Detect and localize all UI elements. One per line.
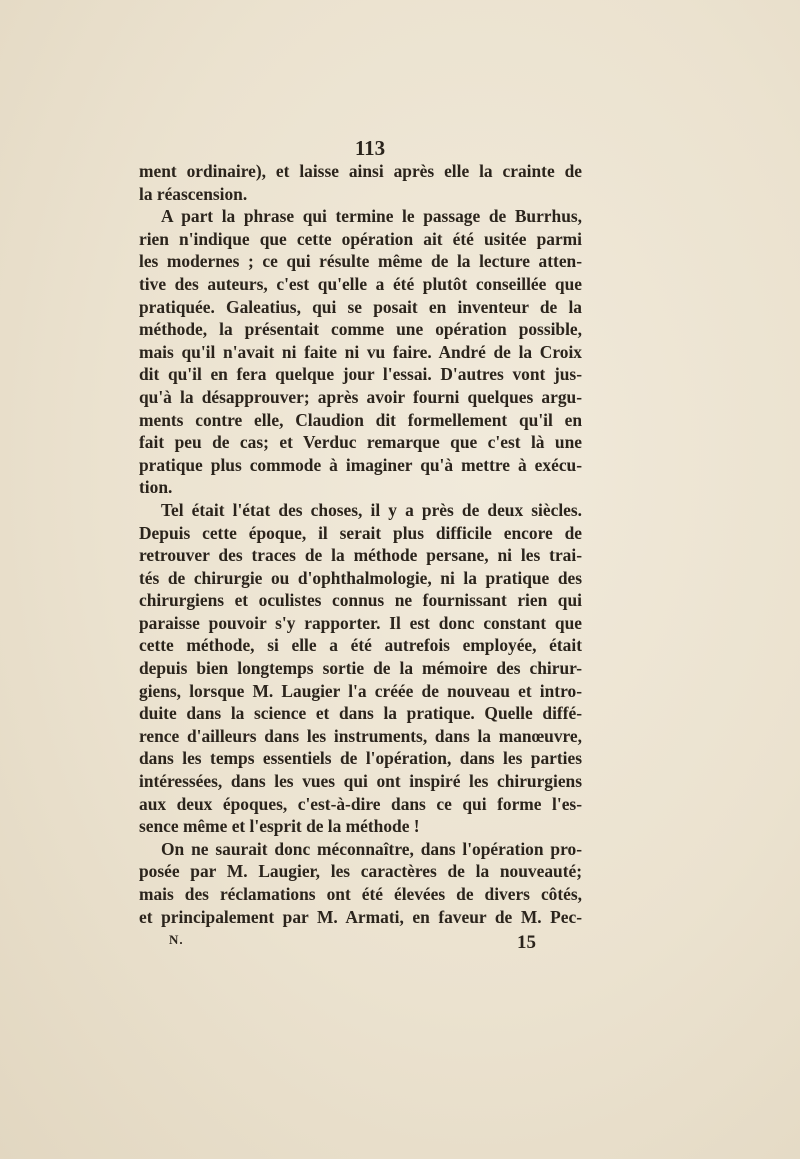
text-line: A part la phrase qui termine le passage de Burrhus, bbox=[161, 206, 582, 227]
sheet-number: 15 bbox=[517, 932, 536, 953]
text-line: qu'à la désapprouver; après avoir fourni quelques argu- bbox=[139, 386, 582, 407]
text-line: intéressées, dans les vues qui ont inspiré les chirurgiens bbox=[139, 771, 582, 792]
text-line: pratiquée. Galeatius, qui se posait en inventeur de la bbox=[139, 296, 582, 317]
body-text bbox=[139, 160, 582, 928]
text-line: pratique plus commode à imaginer qu'à mettre à exécu- bbox=[139, 454, 582, 475]
text-line: dans les temps essentiels de l'opération, dans les parties bbox=[139, 748, 582, 769]
page-number: 113 bbox=[354, 136, 386, 160]
text-line: aux deux époques, c'est-à-dire dans ce qui forme l'es- bbox=[139, 793, 582, 814]
text-line: rien n'indique que cette opération ait été usitée parmi bbox=[139, 228, 582, 249]
text-line: depuis bien longtemps sortie de la mémoire des chirur- bbox=[139, 658, 582, 679]
text-line: Tel était l'état des choses, il y a près de deux siècles. bbox=[161, 499, 582, 520]
text-line: chirurgiens et oculistes connus ne fournissant rien qui bbox=[139, 590, 582, 611]
text-line: On ne saurait donc méconnaître, dans l'opération pro- bbox=[161, 838, 582, 859]
text-line: tion. bbox=[139, 477, 173, 498]
text-line: tive des auteurs, c'est qu'elle a été plutôt conseillée que bbox=[139, 273, 582, 294]
text-line: cette méthode, si elle a été autrefois employée, était bbox=[139, 635, 582, 656]
text-line: giens, lorsque M. Laugier l'a créée de nouveau et intro- bbox=[139, 680, 582, 701]
text-line: paraisse pouvoir s'y rapporter. Il est donc constant que bbox=[139, 612, 582, 633]
text-line: retrouver des traces de la méthode persane, ni les trai- bbox=[139, 545, 582, 566]
text-line: ment ordinaire), et laisse ainsi après elle la crainte de bbox=[139, 161, 582, 181]
text-line: ments contre elle, Claudion dit formellement qu'il en bbox=[139, 409, 582, 430]
text-line: duite dans la science et dans la pratique. Quelle diffé- bbox=[139, 703, 582, 724]
text-line: méthode, la présentait comme une opération possible, bbox=[139, 319, 582, 340]
text-line: et principalement par M. Armati, en faveur de M. Pec- bbox=[139, 906, 582, 927]
page-footer bbox=[139, 932, 582, 956]
text-line: fait peu de cas; et Verduc remarque que c'est là une bbox=[139, 432, 582, 453]
text-line: sence même et l'esprit de la méthode ! bbox=[139, 816, 420, 837]
signature-mark: N. bbox=[169, 932, 184, 947]
text-line: posée par M. Laugier, les caractères de la nouveauté; bbox=[139, 861, 582, 882]
text-line: rence d'ailleurs dans les instruments, dans la manœuvre, bbox=[139, 725, 582, 746]
text-line: tés de chirurgie ou d'ophthalmologie, ni la pratique des bbox=[139, 567, 582, 588]
text-line: la réascension. bbox=[139, 183, 248, 204]
text-line: mais des réclamations ont été élevées de divers côtés, bbox=[139, 884, 582, 904]
text-line: mais qu'il n'avait ni faite ni vu faire. André de la Croix bbox=[139, 341, 582, 362]
text-line: dit qu'il en fera quelque jour l'essai. D'autres vont jus- bbox=[139, 364, 582, 385]
text-line: Depuis cette époque, il serait plus difficile encore de bbox=[139, 522, 582, 543]
text-line: les modernes ; ce qui résulte même de la lecture atten- bbox=[139, 251, 582, 272]
